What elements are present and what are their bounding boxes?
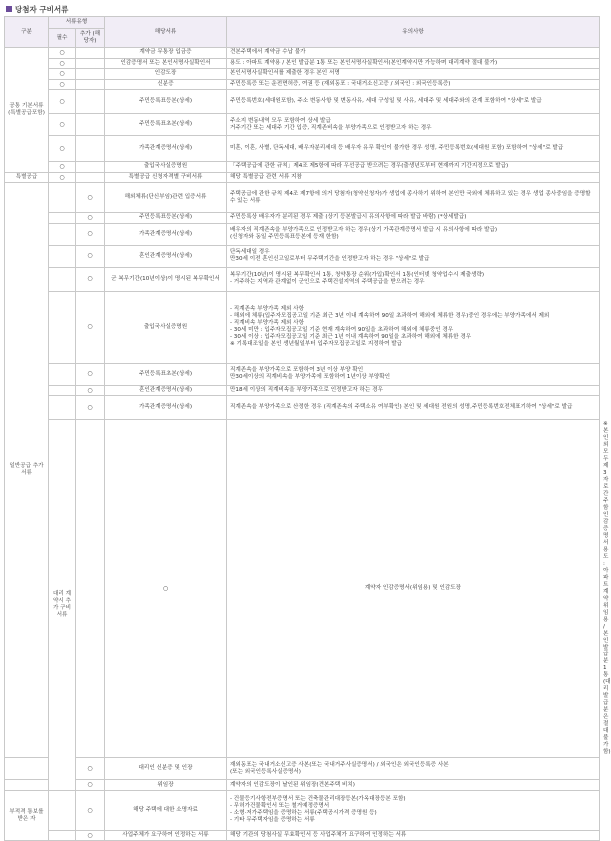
additional-mark: ○ xyxy=(76,183,105,213)
notes-cell: 주민등록상 배우자가 분리된 경우 제출 (상기 등본발급시 유의사항에 따라 발급 바람) (*상세발급) xyxy=(227,213,600,224)
document-cell: 혼인관계증명서(상세) xyxy=(105,245,227,267)
document-cell: 사업주체가 요구하여 인정하는 서류 xyxy=(105,830,227,841)
additional-mark: ○ xyxy=(76,830,105,841)
document-cell: 계약금 무통장 입금증 xyxy=(105,48,227,59)
table-row xyxy=(5,790,600,830)
header-required: 필수 xyxy=(49,29,76,48)
table-row xyxy=(5,267,600,291)
notes-cell: 해당 기관의 당첨사실 무효확인서 등 사업주체가 요구하여 인정하는 서류 xyxy=(227,830,600,841)
square-bullet-icon xyxy=(6,6,12,12)
notes-cell: 본인서명사실확인서를 제출한 경우 본인 서명 xyxy=(227,69,600,80)
table-row xyxy=(5,79,600,90)
category-ineligible: 부적격 통보를 받은 자 xyxy=(5,790,49,841)
additional-mark: ○ xyxy=(76,213,105,224)
table-row xyxy=(5,58,600,69)
notes-cell: 재외동포는 국내거소신고증 사본(또는 국내거주사실증명서) / 외국인은 외국인등록증 사본 (또는 외국인등록사실증명서) xyxy=(227,758,600,780)
notes-cell: - 건물등기사항전부증명서 또는 건축물관리대장등본(가옥대장등본 포함) - 무허가건물확인서 또는 철거예정증명서 - 소형·저가주택임을 증명하는 서류(주택공시가격 증명원 등) - 기타 무주택자임을 증명하는 서류 xyxy=(227,790,600,830)
required-cell xyxy=(49,385,76,396)
header-additional: 추가 (해당자) xyxy=(76,29,105,48)
table-row xyxy=(5,223,600,245)
notes-cell: 주택공급에 관한 규칙 제4조 제7항에 의거 당첨자(청약신청자)가 생업에 종사하기 위하여 본인만 국외에 체류하고 있는 경우 생업 종사중임을 증명할 수 있는 서류 xyxy=(227,183,600,213)
required-cell xyxy=(5,780,49,791)
additional-cell xyxy=(76,114,105,136)
required-cell xyxy=(49,183,76,213)
table-row xyxy=(5,830,600,841)
additional-mark: ○ xyxy=(76,790,105,830)
documents-table xyxy=(4,16,611,841)
required-mark: ○ xyxy=(49,79,76,90)
document-cell: 대리인 신분증 및 인장 xyxy=(105,758,227,780)
additional-cell xyxy=(76,136,105,162)
required-mark: ○ xyxy=(49,114,76,136)
notes-cell: 주소지 변동내역 모두 포함하여 상세 발급 거주기간 또는 세대주 기간 입증, 직계존비속을 부양가족으로 인정받고자 하는 경우 xyxy=(227,114,600,136)
required-mark: ○ xyxy=(49,58,76,69)
notes-cell: 계약자의 인감도장이 날인된 위임장(견본주택 비치) xyxy=(227,780,600,791)
additional-cell xyxy=(76,48,105,59)
notes-cell: 직계존속을 부양가족으로 산정한 경우 (직계존속의 주택소유 여부확인) 본인 및 세대원 전원의 성명,주민등록번호전체표기하여 "상세"로 발급 xyxy=(227,396,600,420)
additional-cell xyxy=(76,69,105,80)
table-row xyxy=(5,48,600,59)
document-cell: 주민등록표등본(상세) xyxy=(105,90,227,114)
required-mark: ○ xyxy=(49,136,76,162)
notes-cell: 주민등록증 또는 운전면허증, 여권 등 (재외동포 : 국내거소신고증 / 외국인 : 외국인등록증) xyxy=(227,79,600,90)
header-category: 구분 xyxy=(5,17,49,48)
additional-mark: ○ xyxy=(76,245,105,267)
table-row xyxy=(5,758,600,780)
required-cell xyxy=(49,213,76,224)
required-cell xyxy=(49,267,76,291)
category-special: 특별공급 xyxy=(5,172,49,183)
required-cell xyxy=(76,420,105,758)
notes-cell: 「주택공급에 관한 규칙」제4조 제5항에 따라 우선공급 받으려는 경우(출생년도부터 현재까지 기간지정으로 발급) xyxy=(227,162,600,173)
document-cell: 계약자 인감증명서(위임용) 및 인감도장 xyxy=(227,420,600,758)
additional-mark: ○ xyxy=(76,363,105,385)
document-cell: 출입국사실증명원 xyxy=(105,291,227,363)
notes-cell: 만18세 이상의 직계비속을 부양가족으로 인정받고자 하는 경우 xyxy=(227,385,600,396)
table-row xyxy=(5,69,600,80)
notes-cell: - 직계존속 부양가족 제외 사항 - 해외에 체류(입주자모집공고일 기준 최근 3년 이내 계속하여 90일 초과하여 해외에 체류한 경우)중인 경우에는 부양가족에서 제외 - 직계비속 부양가족 제외 사항 - 30세 미만 : 입주자모집공고일 기준 현재 계속하여 90일을 초과하여 해외에 체류중인 경우 - 30세 이상 : 입주자모집공고일 기준 최근 1년 이내 계속하여 90일을 초과하여 해외에 체류한 경우 ※ 기록대조일을 본인 생년월일부터 입주자모집공고일로 지정하여 발급 xyxy=(227,291,600,363)
document-cell: 인감도장 xyxy=(105,69,227,80)
additional-mark: ○ xyxy=(76,291,105,363)
table-row xyxy=(5,291,600,363)
notes-cell: 주민등록번호(세대원포함), 주소 변동사항 및 변동사유, 세대 구성일 및 사유, 세대주 및 세대주와의 관계 포함하여 "상세"로 발급 xyxy=(227,90,600,114)
table-row xyxy=(5,363,600,385)
additional-mark: ○ xyxy=(76,385,105,396)
document-cell: 주민등록표등본(상세) xyxy=(105,213,227,224)
document-cell: 가족관계증명서(상세) xyxy=(105,136,227,162)
table-row xyxy=(5,183,600,213)
additional-cell xyxy=(76,79,105,90)
additional-mark: ○ xyxy=(76,758,105,780)
notes-cell: 용도 : 아파트 계약용 / 본인 발급분 1통 또는 본인서명사실확인서(본인계약시만 가능하며 대리계약 절대 불가) xyxy=(227,58,600,69)
table-row xyxy=(5,136,600,162)
notes-cell: 미혼, 이혼, 사별, 단독세대, 배우자분리세대 등 배우자 유무 확인이 불가한 경우 성명, 주민등록번호(세대원 포함) 포함하여 "상세"로 발급 xyxy=(227,136,600,162)
table-row: 대리 계약시 추가 구비서류 ○ 계약자 인감증명서(위임용) 및 인감도장 ※ 본인 외 모두 제3자로 간주함 인감증명서 용도 : 아파트 계약 위임용 / 본인 발급분 1통 (대리발급분은 절대 불가함) xyxy=(5,420,600,758)
required-cell xyxy=(5,758,49,780)
document-cell: 군 복무기간(10년이상)이 명시된 복무확인서 xyxy=(105,267,227,291)
notes-cell: 견본주택에서 계약금 수납 불가 xyxy=(227,48,600,59)
required-cell xyxy=(49,245,76,267)
required-cell xyxy=(49,363,76,385)
document-cell: 위임장 xyxy=(105,780,227,791)
required-mark: ○ xyxy=(49,90,76,114)
table-row xyxy=(5,114,600,136)
document-cell: 혼인관계증명서(상세) xyxy=(105,385,227,396)
required-mark: ○ xyxy=(49,162,76,173)
notes-cell: 해당 특별공급 관련 서류 지참 xyxy=(227,172,600,183)
required-mark: ○ xyxy=(49,172,76,183)
additional-cell xyxy=(76,58,105,69)
table-row xyxy=(5,90,600,114)
required-cell xyxy=(49,396,76,420)
notes-cell: 단독세대일 경우 만30세 이전 혼인신고일로부터 무주택기간을 인정받고자 하는 경우 "상세"로 발급 xyxy=(227,245,600,267)
category-basic: 공통 기본서류 (특별공급포함) xyxy=(5,48,49,173)
section-title xyxy=(6,2,68,16)
table-row xyxy=(5,213,600,224)
table-row xyxy=(5,385,600,396)
additional-cell xyxy=(76,162,105,173)
document-cell: 주민등록표초본(상세) xyxy=(105,363,227,385)
required-mark: ○ xyxy=(49,69,76,80)
document-cell: 가족관계증명서(상세) xyxy=(105,396,227,420)
notes-cell: 직계존속을 부양가족으로 포함하여 3년 이상 부양 확인 만30세이상의 직계비속을 부양가족에 포함하여 1년이상 부양확인 xyxy=(227,363,600,385)
document-cell: 출입국사실증명원 xyxy=(105,162,227,173)
document-cell: 신분증 xyxy=(105,79,227,90)
additional-mark: ○ xyxy=(76,780,105,791)
additional-cell xyxy=(76,172,105,183)
document-cell: 인감증명서 또는 본인서명사실확인서 xyxy=(105,58,227,69)
header-notes: 유의사항 xyxy=(227,17,600,48)
table-row xyxy=(5,172,600,183)
category-agent: 대리 계약시 추가 구비서류 xyxy=(49,420,76,791)
notes-cell: 복무기간(10년)이 명시된 복무확인서 1통, 청약통장 순위(가입)확인서 1통(인터넷 청약업수시 제출생략) - 거주하는 지역과 관계없이 군인으로 주택건설지역의 주택공급을 받으려는 경우 xyxy=(227,267,600,291)
required-mark: ○ xyxy=(49,48,76,59)
document-cell: 가족관계증명서(상세) xyxy=(105,223,227,245)
additional-cell xyxy=(76,90,105,114)
table-row xyxy=(5,780,600,791)
additional-mark: ○ xyxy=(76,396,105,420)
notes-cell: 배우자의 직계존속을 부양가족으로 인정받고자 하는 경우(상기 가족관계증명서 발급 시 유의사항에 따라 발급) (신청자와 동일 주민등록표등본에 등재 한함) xyxy=(227,223,600,245)
document-cell: 특별공급 신청자격별 구비서류 xyxy=(105,172,227,183)
document-cell: 주민등록표초본(상세) xyxy=(105,114,227,136)
additional-mark: ○ xyxy=(76,267,105,291)
table-row xyxy=(5,162,600,173)
document-cell: 해당 주택에 대한 소명자료 xyxy=(105,790,227,830)
section-title-text: 당첨자 구비서류 xyxy=(15,4,69,14)
header-document: 해당서류 xyxy=(105,17,227,48)
header-doc-type: 서류유형 xyxy=(49,17,105,29)
category-general: 일반공급 추가서류 xyxy=(5,183,49,758)
document-cell: 해외체류(단신부임)관련 입증서류 xyxy=(105,183,227,213)
additional-mark: ○ xyxy=(76,223,105,245)
additional-mark: ○ xyxy=(105,420,227,758)
required-cell xyxy=(49,790,76,830)
table-row xyxy=(5,396,600,420)
required-cell xyxy=(49,291,76,363)
table-row xyxy=(5,245,600,267)
required-cell xyxy=(49,830,76,841)
required-cell xyxy=(49,223,76,245)
